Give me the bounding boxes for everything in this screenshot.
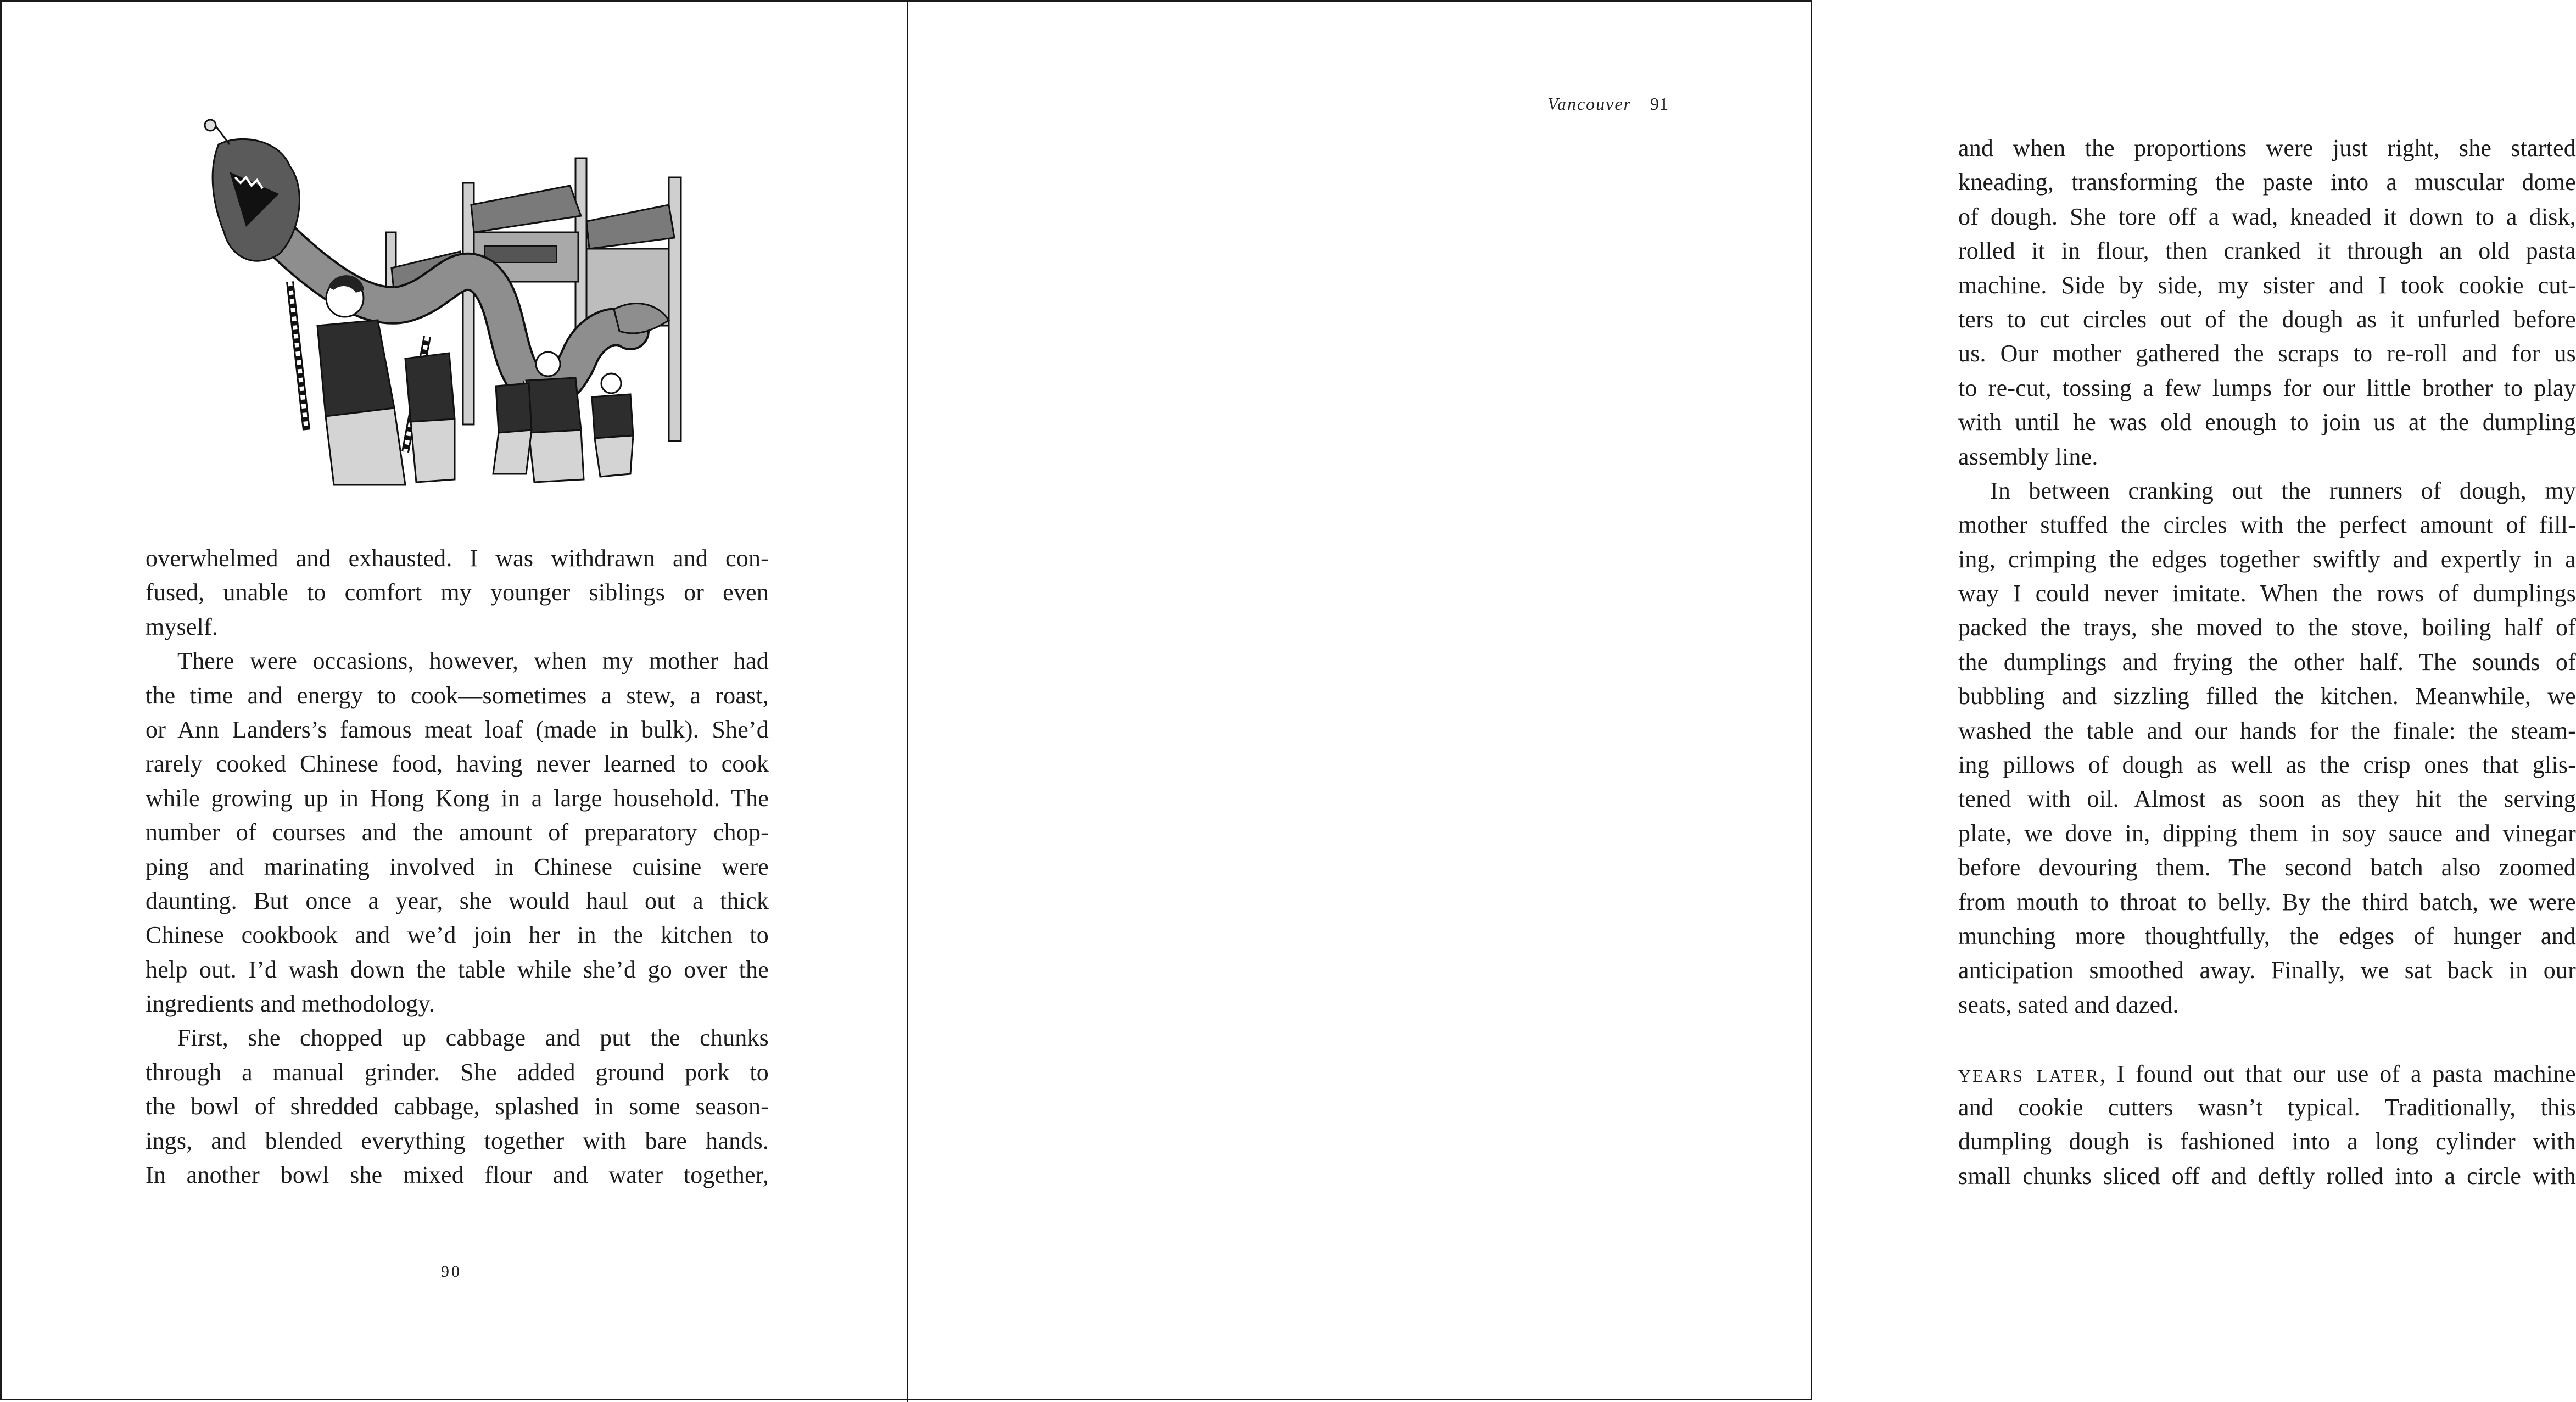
page-number: 91 [1650,94,1669,114]
text-line: washed the table and our hands for the finale: the steam- [1958,717,2576,744]
text-line: First, she chopped up cabbage and put the chunks [177,1024,769,1052]
text-line: mother stuffed the circles with the perfect amount of fill- [1958,511,2576,539]
text-line: rolled it in flour, then cranked it through an old pasta [1958,237,2576,265]
text-line: anticipation smoothed away. Finally, we sat back in our [1958,957,2576,984]
text-line: of dough. She tore off a wad, kneaded it down to a disk, [1958,203,2576,230]
text-line: ping and marinating involved in Chinese cuisine were [146,853,769,880]
text-line: rarely cooked Chinese food, having never learned to cook [146,750,769,778]
text-line: ings, and blended everything together with bare hands. [146,1127,769,1154]
text-line: daunting. But once a year, she would haul out a thick [146,887,769,914]
text-line: and cookie cutters wasn’t typical. Traditionally, this [1958,1093,2576,1121]
text-line: the dumplings and frying the other half. The sounds of [1958,648,2576,675]
text-line: myself. [146,613,219,640]
page-number: 90 [441,1263,462,1281]
text-line: with until he was old enough to join us at the dumpling [1958,409,2576,436]
text-line: through a manual grinder. She added ground pork to [146,1058,769,1086]
text-line: machine. Side by side, my sister and I took cookie cut- [1958,271,2576,299]
text-line: or Ann Landers’s famous meat loaf (made in bulk). She’d [146,716,769,743]
text-line: dumpling dough is fashioned into a long cylinder with [1958,1128,2576,1155]
text-line: the time and energy to cook—sometimes a stew, a roast, [146,682,769,709]
text-line: number of courses and the amount of preparatory chop- [146,819,769,846]
text-line: fused, unable to comfort my younger siblings or even [146,579,769,606]
text-line: ingredients and methodology. [146,990,435,1018]
text-line: seats, sated and dazed. [1958,991,2179,1018]
running-head [1547,94,1669,114]
performer-icon [317,320,394,416]
dragon-dance-illustration [197,122,691,485]
left-page-body-text [146,541,769,1192]
text-line: plate, we dove in, dipping them in soy sauce and vinegar [1958,819,2576,847]
right-page [908,2,2576,1402]
text-line: tened with oil. Almost as soon as they hit the serving [1958,785,2576,813]
text-line: small chunks sliced off and deftly rolled into a circle with [1958,1162,2576,1189]
text-line: and when the proportions were just right, she started [1958,135,2576,161]
text-line: ters to cut circles out of the dough as it unfurled before [1958,305,2576,333]
text-line: to re-cut, tossing a few lumps for our little brother to play [1958,374,2576,401]
text-line: way I could never imitate. When the rows of dumplings [1958,580,2576,607]
running-head-title: Vancouver [1547,94,1631,114]
text-line: bubbling and sizzling filled the kitchen. Meanwhile, we [1958,683,2576,710]
text-line: There were occasions, however, when my mother had [177,647,769,675]
text-line: while growing up in Hong Kong in a large household. The [146,784,769,812]
text-line: packed the trays, she moved to the stove, boiling half of [1958,614,2576,641]
text-line: Chinese cookbook and we’d join her in the kitchen to [146,921,769,949]
text-line [1958,1057,2576,1091]
text-line: In between cranking out the runners of dough, my [1990,477,2576,504]
text-line: overwhelmed and exhausted. I was withdrawn and con- [146,545,769,572]
text-line: ing, crimping the edges together swiftly and expertly in a [1958,545,2576,573]
right-page-body-text [1958,131,2576,1193]
text-line: the bowl of shredded cabbage, splashed in some season- [146,1093,769,1120]
text-line: help out. I’d wash down the table while she’d go over the [146,956,769,983]
text-line: assembly line. [1958,443,2098,470]
text-line: kneading, transforming the paste into a muscular dome [1958,169,2576,196]
left-page [2,2,907,1402]
text-line: ing pillows of dough as well as the crisp ones that glis- [1958,751,2576,779]
text-line: from mouth to throat to belly. By the third batch, we were [1958,888,2576,915]
text-line: us. Our mother gathered the scraps to re-roll and for us [1958,340,2576,367]
text-line-rest: , I found out that our use of a pasta machine [2099,1060,2576,1087]
text-line: In another bowl she mixed flour and water together, [146,1161,769,1189]
section-lead-in: years later [1958,1059,2100,1087]
text-line: before devouring them. The second batch also zoomed [1958,854,2576,881]
text-line: munching more thoughtfully, the edges of hunger and [1958,922,2576,949]
section-break [1958,1022,2576,1056]
